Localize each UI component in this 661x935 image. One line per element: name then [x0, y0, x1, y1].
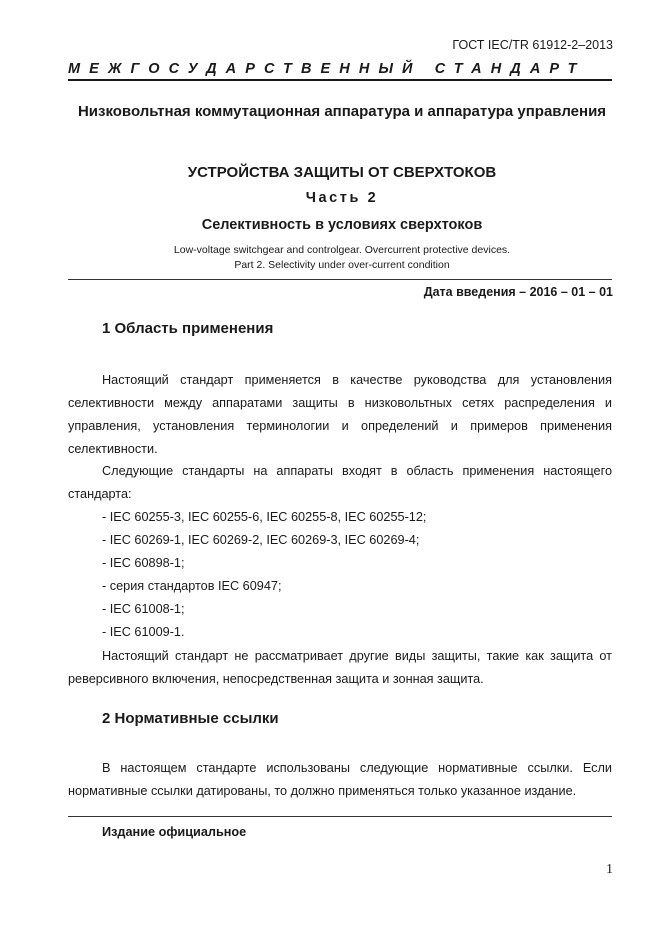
list-item: - IEC 60255-3, IEC 60255-6, IEC 60255-8, IEC 60255-12;	[102, 510, 427, 524]
part-title: Селективность в условиях сверхтоков	[201, 217, 483, 233]
document-subtitle: УСТРОЙСТВА ЗАЩИТЫ ОТ СВЕРХТОКОВ	[187, 164, 497, 181]
document-code: ГОСТ IEC/TR 61912-2–2013	[452, 38, 613, 52]
english-title-line-2: Part 2. Selectivity under over-current condition	[234, 259, 450, 271]
list-item: - серия стандартов IEC 60947;	[102, 579, 282, 593]
list-item: - IEC 61008-1;	[102, 602, 185, 616]
english-title-line-1: Low-voltage switchgear and controlgear. Overcurrent protective devices.	[173, 244, 511, 256]
introduction-date: Дата введения – 2016 – 01 – 01	[423, 285, 613, 299]
list-item: - IEC 60269-1, IEC 60269-2, IEC 60269-3, IEC 60269-4;	[102, 533, 420, 547]
section-1-heading: 1 Область применения	[102, 320, 274, 337]
english-title	[60, 243, 624, 273]
section-2-paragraph-1: В настоящем стандарте использованы следующие нормативные ссылки. Если нормативные ссылки датированы, то должно применяться только указанное издание.	[68, 761, 612, 798]
document-title: Низковольтная коммутационная аппаратура и аппаратура управления	[77, 103, 607, 120]
footer-divider	[68, 816, 612, 817]
part-number: Часть 2	[305, 190, 379, 206]
list-item: - IEC 61009-1.	[102, 625, 185, 639]
section-2-heading: 2 Нормативные ссылки	[102, 710, 279, 727]
standard-banner: МЕЖГОСУДАРСТВЕННЫЙ СТАНДАРТ	[68, 61, 612, 81]
section-1-paragraph-2: Следующие стандарты на аппараты входят в область применения настоящего стандарта:	[68, 464, 612, 501]
section-1-paragraph-1: Настоящий стандарт применяется в качестве руководства для установления селективности между аппаратами защиты в низковольтных сетях распределения и управления, установления терминологии и определений и примеров применения селективности.	[68, 373, 612, 456]
title-divider	[68, 279, 612, 280]
official-edition-note: Издание официальное	[102, 825, 247, 839]
list-item: - IEC 60898-1;	[102, 556, 185, 570]
standards-list	[102, 506, 426, 644]
section-1-paragraph-3: Настоящий стандарт не рассматривает другие виды защиты, такие как защита от реверсивного включения, непосредственная защита и зонная защита.	[68, 649, 612, 686]
page-number: 1	[606, 862, 613, 877]
